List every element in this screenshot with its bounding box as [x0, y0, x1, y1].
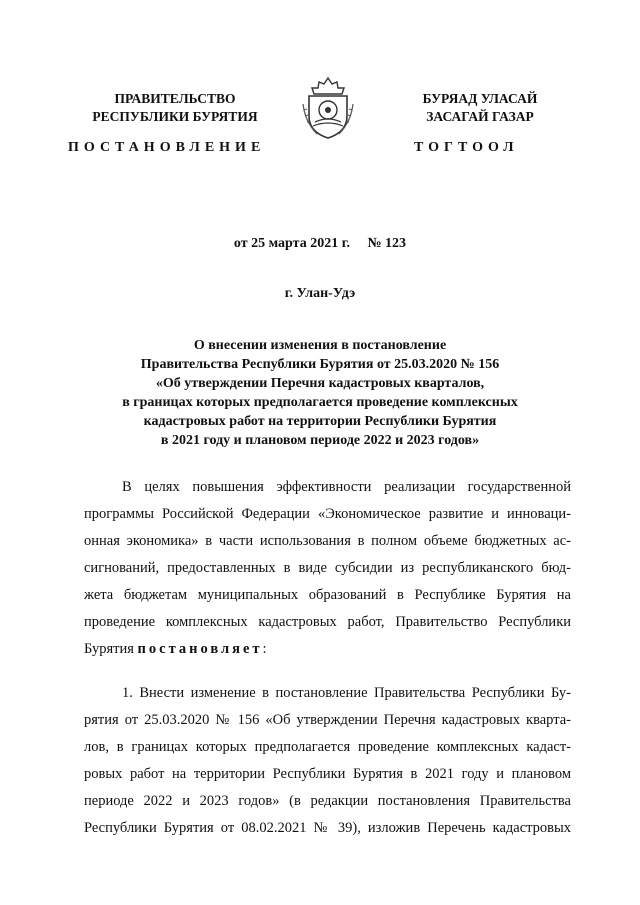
paragraph-preamble [84, 474, 571, 663]
paragraph-line: Республики Бурятия от 08.02.2021 № 39), изложив Перечень кадастровых [84, 820, 571, 836]
doc-type-left: ПОСТАНОВЛЕНИЕ [68, 140, 266, 155]
document-title [90, 336, 550, 450]
paragraph-line: лов, в границах которых предполагается проведение комплексных кадаст- [84, 739, 571, 755]
header-right-line2: ЗАСАГАЙ ГАЗАР [426, 109, 534, 124]
title-line: в 2021 году и плановом периоде 2022 и 2023 годов» [160, 433, 480, 448]
doc-type-right: ТОГТООЛ [414, 140, 519, 155]
paragraph-line: проведение комплексных кадастровых работ, Правительство Республики [84, 614, 571, 630]
header-left-line1: ПРАВИТЕЛЬСТВО [114, 91, 236, 106]
paragraph-line: онная экономика» в части использования в полном объеме бюджетных ас- [84, 533, 571, 549]
paragraph-line: сигнований, предоставленных в виде субсидии из республиканского бюд- [84, 560, 571, 576]
date-line [0, 236, 640, 252]
resolution-keyword: постановляет [137, 641, 263, 657]
paragraph-last-prefix: Бурятия [84, 641, 134, 657]
paragraph-line: периоде 2022 и 2023 годов» (в редакции постановления Правительства [84, 793, 571, 809]
document-number: № 123 [367, 236, 407, 251]
title-line: «Об утверждении Перечня кадастровых кварталов, [155, 376, 485, 391]
paragraph-line: В целях повышения эффективности реализации государственной [122, 479, 571, 495]
header-right-line1: БУРЯАД УЛАСАЙ [422, 91, 538, 106]
document-date: от 25 марта 2021 г. [233, 236, 350, 251]
city: г. Улан-Удэ [284, 286, 356, 301]
title-line: кадастровых работ на территории Республики Бурятия [143, 414, 497, 429]
paragraph-item-1 [84, 680, 571, 842]
paragraph-line: ровых работ на территории Республики Бурятия в 2021 году и плановом [84, 766, 571, 782]
header-right [390, 90, 570, 126]
title-line: в границах которых предполагается проведение комплексных [122, 395, 518, 410]
paragraph-line: программы Российской Федерации «Экономическое развитие и инноваци- [84, 506, 571, 522]
paragraph-line: 1. Внести изменение в постановление Правительства Республики Бу- [122, 685, 571, 701]
header-left [60, 90, 290, 126]
paragraph-last-line [84, 636, 571, 663]
paragraph-line: рятия от 25.03.2020 № 156 «Об утверждении Перечня кадастровых кварта- [84, 712, 571, 728]
paragraph-last-suffix: : [262, 641, 267, 657]
title-line: О внесении изменения в постановление [193, 338, 447, 353]
title-line: Правительства Республики Бурятия от 25.03.2020 № 156 [140, 357, 500, 372]
header-left-line2: РЕСПУБЛИКИ БУРЯТИЯ [92, 109, 258, 124]
paragraph-line: жета бюджетам муниципальных образований в Республике Бурятия на [84, 587, 571, 603]
coat-of-arms-icon [301, 76, 355, 142]
